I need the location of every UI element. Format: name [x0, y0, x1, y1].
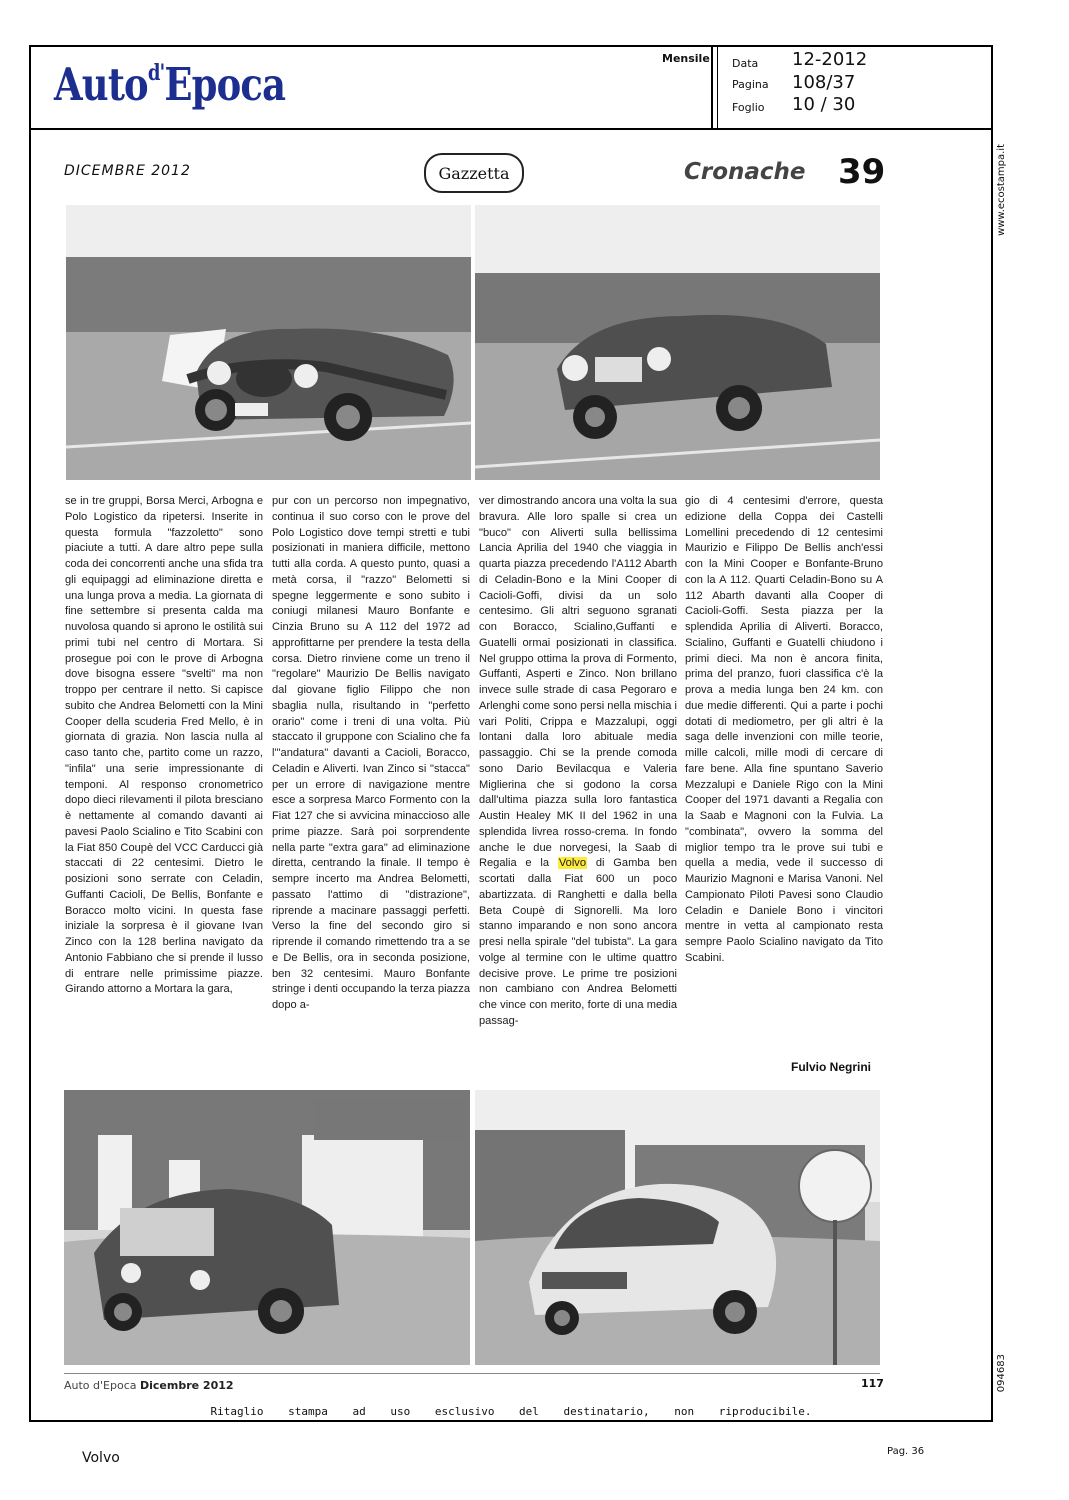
- header-divider: [29, 128, 993, 130]
- clipping-page-reference: Pag. 36: [887, 1446, 925, 1457]
- magazine-footer-brand: [64, 1379, 234, 1392]
- clipping-code-text: 094683: [996, 1354, 1007, 1393]
- header-divider-vertical-secondary: [717, 45, 718, 129]
- logo-superscript: d': [147, 60, 165, 86]
- section-title: Cronache: [684, 159, 806, 185]
- saab-image: [475, 1090, 880, 1365]
- clipping-footer-divider: [29, 1420, 993, 1422]
- page-value: 108/37: [792, 72, 856, 93]
- site-text: www.ecostampa.it: [996, 144, 1007, 236]
- issue-date: DICEMBRE 2012: [64, 163, 191, 179]
- author-name: Fulvio Negrini: [791, 1060, 872, 1074]
- photo-saab: [475, 1090, 880, 1365]
- date-label: Data: [732, 57, 759, 70]
- logo-suffix: Epoca: [164, 58, 286, 111]
- site-label: [996, 144, 1008, 244]
- article-column-3: [479, 494, 677, 1030]
- article-text: gio di 4 centesimi d'errore, questa edizione della Coppa dei Castelli Lomellini precedendo di 12 centesimi Maurizio e Filippo De Bellis anch'essi con la Mini Cooper e Bonfante-Bruno con la A 112. Quarti Celadin-Bono su A 112 Abarth davanti alla Cooper di Cacioli-Goffi. Sesta piazza per la splendida Aprilia di Aliverti. Boracco, Scialino, Guffanti e Guatelli chiudono i primi dieci. Ma non è ancora finita, prima del pranzo, fuori classifica c'è la prova a media lunga ben 24 km. con due medie differenti. Qui a parte i pochi dotati di mediometro, per gli altri è la saga delle invenzioni con mille teorie, mille calcoli, mille modi di cercare di fare bene. Alla fine spuntano Saverio Mezzalupi e Daniele Rigo con la Mini Cooper del 1971 davanti a Regalia con la Saab e Magnoni con la Fulvia. La "combinata", ovvero la somma del miglior tempo tra le prove sui tubi e quella a media, vede il successo di Maurizio Magnoni e Marisa Vanoni. Nel Campionato Piloti Pavesi sono Claudio Celadin e Daniele Bono i vincitori mentre in vetta al campionato resta sempre Paolo Scialino navigato da Tito Scabini.: [685, 495, 883, 964]
- gazzetta-logo: [424, 153, 524, 193]
- footer-issue: Dicembre 2012: [140, 1379, 234, 1392]
- article-text: pur con un percorso non impegnativo, continua il suo corso con le prove del Polo Logistico dove tempi stretti e tubi posizionati in maniera difficile, mettono tutti alla corda. A questo punto, quasi a metà corsa, il "razzo" Belometti si spegne leggermente e sono subito i coniugi milanesi Mauro Bonfante e Cinzia Bruno su A 112 del 1972 ad approfittarne per prendere la testa della corsa. Dietro rinviene come un treno il "regolare" Maurizio De Bellis navigato dal giovane figlio Filippo che non sbaglia nulla, risultando in "perfetto orario" come i treni di una volta. Più staccato il gruppone con Scialino che fa l'"andatura" davanti a Cacioli, Boracco, Celadin e Aliverti. Ivan Zinco si "stacca" per un errore di navigazione mentre esce a sorpresa Marco Formento con la Fiat 127 che si avvicina minacciosо alle prime piazze. Sarà poi sorprendente nella parte "extra gara" ad eliminazione diretta, centrando la finale. Il tempo è sempre incerto ma Andrea Belometti, passato l'attimo di "distrazione", riprende a macinare passaggi perfetti. Verso la fine del secondo giro si riprende il comando rimettendo tra a se e De Bellis, ora in seconda posizione, ben 32 centesimi. Mauro Bonfante stringe i denti occupando la terza piazza dopo a-: [272, 495, 470, 1011]
- sheet-value: 10 / 30: [792, 94, 856, 115]
- magazine-footer-line: [64, 1373, 880, 1374]
- gazzetta-text: Gazzetta: [438, 163, 510, 183]
- magazine-logo: [54, 58, 285, 111]
- photo-austin-healey: [66, 205, 471, 480]
- clipping-code: [996, 1354, 1008, 1404]
- article-column-2: [272, 494, 470, 1014]
- magazine-page-number: 39: [838, 152, 886, 192]
- footer-brand-name: Auto d'Epoca: [64, 1379, 137, 1392]
- triumph-image: [475, 205, 880, 480]
- article-text: se in tre gruppi, Borsa Merci, Arbogna e Polo Logistico da ripetersi. Inserite in questa formula "fazzoletto" sono piaciute a tutti. A dare altro pepe sulla coda dei concorrenti anche una sfida tra gli equipaggi ad eliminazione diretta e una lunga prova a media. La giornata di fine settembre si presenta calda ma nuvolosa quando si aprono le ostilità sui primi tubi nel centro di Mortara. Si prosegue poi con le prove di Arbogna dove bisogna essere "svelti" ma non troppo per centrare il netto. Si capisce subito che Andrea Belometti con la Mini Cooper della scuderia Fred Mello, è in giornata di grazia. Non lascia nulla al caso tanto che, partito come un razzo, "infila" una serie impressionante di temponi. Al responso cronometrico dopo dieci rilevamenti il pilota bresciano è nettamente al comando davanti ai pavesi Paolo Scialino e Tito Scabini con la Fiat 850 Coupè del VCC Carducci già staccati di 22 centesimi. Dietro le posizioni sono serrate con Celadin, Guffanti Cacioli, De Bellis, Bonfante e Boracco molto vicini. In questa fase iniziale la sorpresa è il giovane Ivan Zinco con la 128 berlina navigato da Antonio Fabbiano che si prende il lusso di entrare nelle primissime piazze. Girando attorno a Mortara la gara,: [65, 495, 263, 996]
- frequency-label: Mensile: [662, 52, 710, 65]
- article-text-after-highlight: di Gamba ben scortati dalla Fiat 600 un poco abartizzata. di Ranghetti e dalla bella Beta Coupè di Signorelli. Ma loro stanno imparando e non sono ancora presi nella spirale "del tubista". La gara volge al termine con le ultime quattro decisive prove. Le prime tre posizioni non cambiano con Andrea Belometti che vince con merito, forte di una media passag-: [479, 857, 677, 1027]
- fiat-127-image: [64, 1090, 470, 1365]
- photo-triumph: [475, 205, 880, 480]
- article-column-4: [685, 494, 883, 967]
- austin-healey-image: [66, 205, 471, 480]
- header-divider-vertical: [711, 45, 713, 129]
- logo-brand: Auto: [54, 58, 148, 111]
- page-label: Pagina: [732, 78, 769, 91]
- article-column-1: [65, 494, 263, 998]
- search-keyword: Volvo: [82, 1450, 120, 1466]
- usage-notice: Ritaglio stampa ad uso esclusivo del destinatario, non riproducibile.: [210, 1405, 812, 1418]
- photo-fiat-127: [64, 1090, 470, 1365]
- article-text-before-highlight: ver dimostrando ancora una volta la sua bravura. Alle loro spalle si crea un "buco" con Aliverti sulla bellissima Lancia Aprilia del 1940 che viaggia in quarta piazza precedendo l'A112 Abarth di Celadin-Bono e la Mini Cooper di Cacioli-Goffi, divisi da un solo centesimo. Gli altri seguono sgranati con Boracco, Scialino,Guffanti e Guatelli ormai posizionati in classifica. Nel gruppo ottima la prova di Formento, Guffanti, Asperti e Zincо. Non brillano invece sulle strade di casa Pegoraro e Arlenghi come sono persi nella mischia i vari Politi, Crippa e Mazzalupi, oggi lontani dalla loro abituale media passaggio. Chi se la prende comoda sono Dario Bevilacqua e Valeria Miglierina che si godono la corsa dall'ultima piazza sulla loro fantastica Austin Healey MK II del 1962 in una splendida livrea rosso-crema. In fondo anche le due norvegesi, la Saab di Regalia e la: [479, 495, 677, 870]
- magazine-footer-page: 117: [861, 1377, 884, 1390]
- date-value: 12-2012: [792, 49, 868, 70]
- sheet-label: Foglio: [732, 101, 765, 114]
- keyword-highlight: Volvo: [558, 857, 587, 870]
- article-text: [479, 494, 677, 1030]
